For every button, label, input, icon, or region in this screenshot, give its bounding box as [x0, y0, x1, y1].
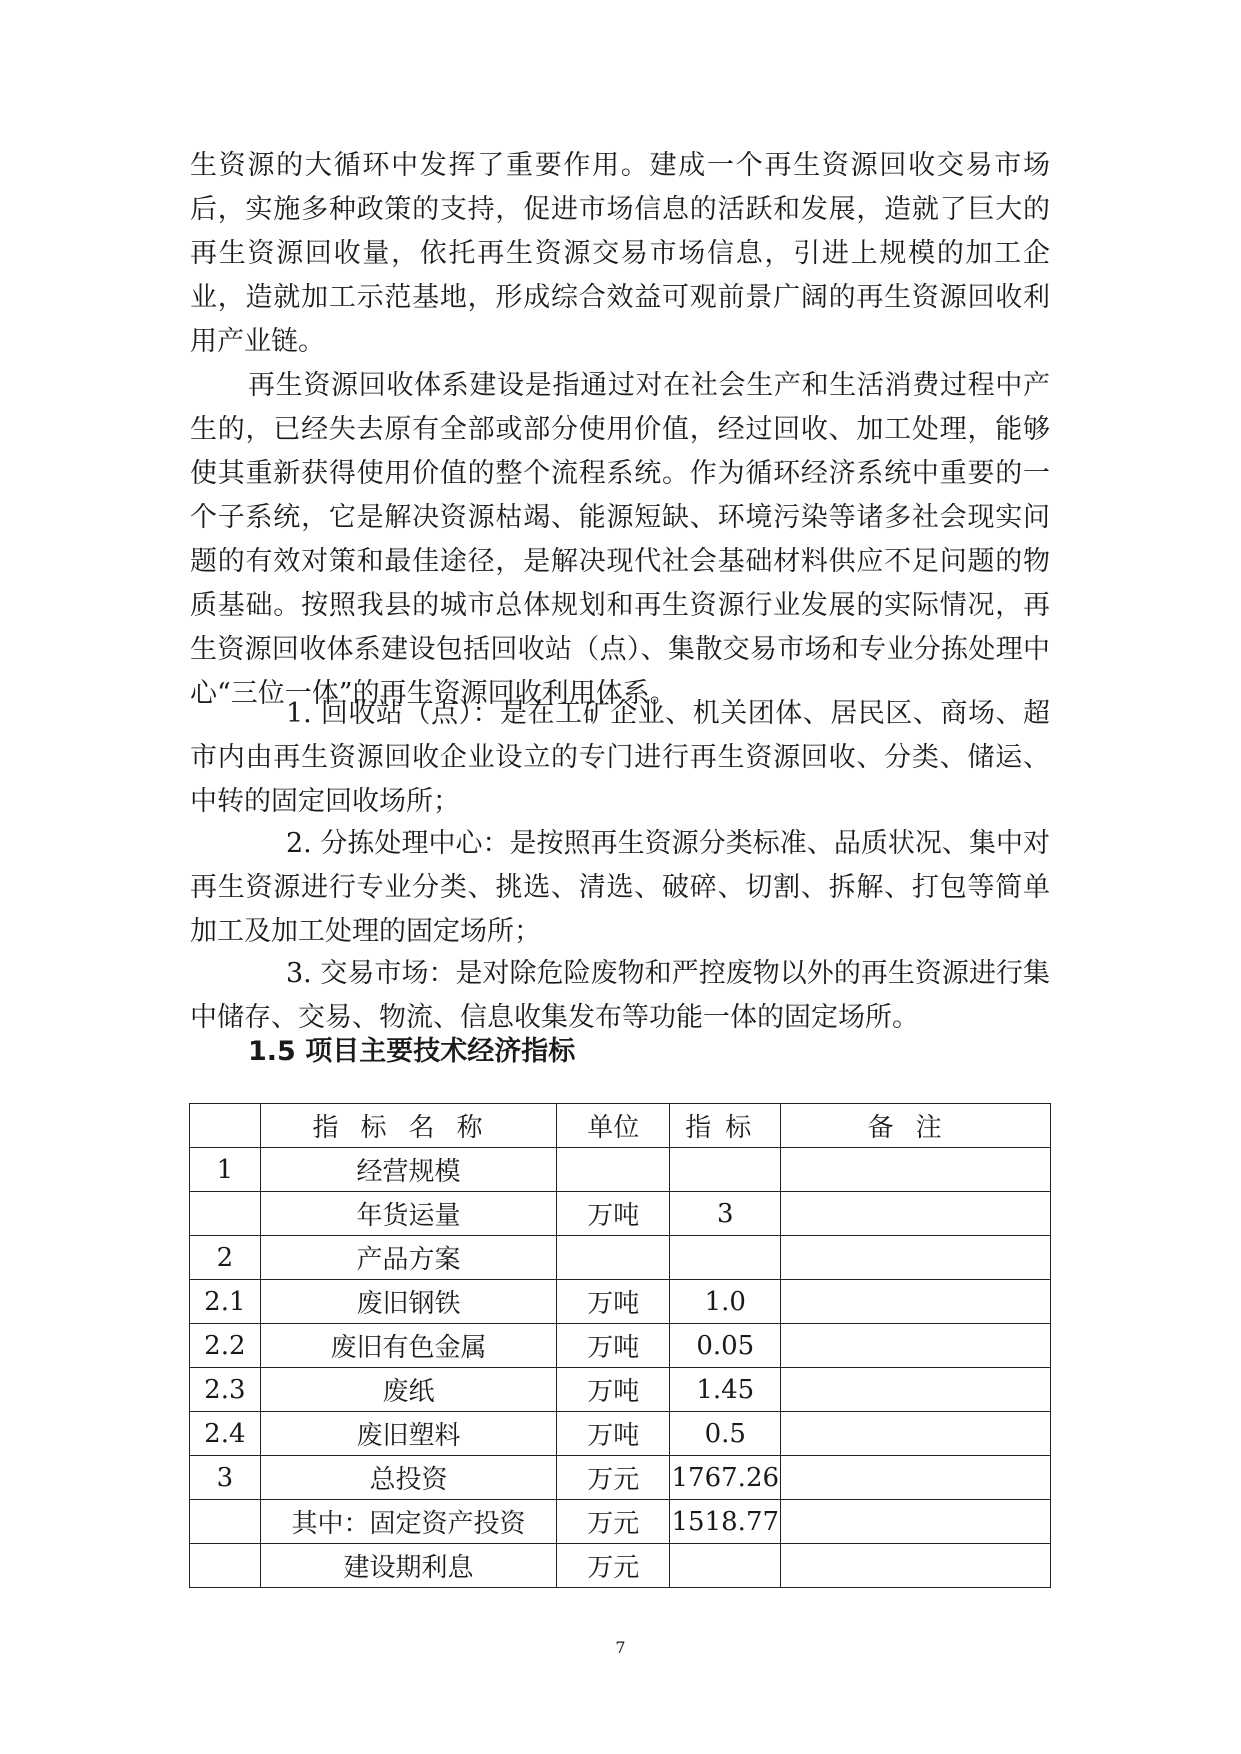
table-header-row [190, 1104, 1051, 1148]
cell-index: 3 [190, 1456, 261, 1500]
list-item-recycling-station: 1. 回收站（点）：是在工矿企业、机关团体、居民区、商场、超市内由再生资源回收企业设立的专门进行再生资源回收、分类、储运、中转的固定回收场所； [190, 698, 1050, 817]
cell-remark [781, 1192, 1051, 1236]
table-row [190, 1412, 1051, 1456]
cell-unit: 万元 [557, 1544, 670, 1588]
cell-value: 0.05 [670, 1324, 781, 1368]
header-cell-remark: 备注 [781, 1104, 1051, 1148]
indicator-table [189, 1103, 1051, 1588]
table-row [190, 1324, 1051, 1368]
cell-index: 2 [190, 1236, 261, 1280]
cell-name: 建设期利息 [260, 1544, 556, 1588]
cell-remark [781, 1544, 1051, 1588]
cell-unit: 万吨 [557, 1192, 670, 1236]
cell-name: 总投资 [260, 1456, 556, 1500]
cell-name: 年货运量 [260, 1192, 556, 1236]
cell-index: 1 [190, 1148, 261, 1192]
cell-index: 2.3 [190, 1368, 261, 1412]
table-row [190, 1192, 1051, 1236]
cell-value [670, 1544, 781, 1588]
table-row [190, 1500, 1051, 1544]
cell-index [190, 1192, 261, 1236]
cell-remark [781, 1456, 1051, 1500]
cell-unit: 万元 [557, 1500, 670, 1544]
table-row [190, 1368, 1051, 1412]
cell-name: 经营规模 [260, 1148, 556, 1192]
cell-value [670, 1148, 781, 1192]
cell-remark [781, 1236, 1051, 1280]
cell-value: 0.5 [670, 1412, 781, 1456]
cell-remark [781, 1412, 1051, 1456]
cell-value: 1518.77 [670, 1500, 781, 1544]
table-row [190, 1544, 1051, 1588]
list-item-trading-market: 3. 交易市场：是对除危险废物和严控废物以外的再生资源进行集中储存、交易、物流、信息收集发布等功能一体的固定场所。 [190, 958, 1050, 1033]
header-cell-value: 指标 [670, 1104, 781, 1148]
header-cell-name: 指标名称 [260, 1104, 556, 1148]
paragraph-1: 生资源的大循环中发挥了重要作用。建成一个再生资源回收交易市场后，实施多种政策的支持，促进市场信息的活跃和发展，造就了巨大的再生资源回收量，依托再生资源交易市场信息，引进上规模的加工企业，造就加工示范基地，形成综合效益可观前景广阔的再生资源回收利用产业链。 [190, 150, 1050, 357]
cell-remark [781, 1280, 1051, 1324]
cell-unit: 万吨 [557, 1412, 670, 1456]
cell-index: 2.1 [190, 1280, 261, 1324]
cell-value: 1767.26 [670, 1456, 781, 1500]
cell-name: 废纸 [260, 1368, 556, 1412]
cell-unit [557, 1236, 670, 1280]
cell-index: 2.2 [190, 1324, 261, 1368]
cell-unit: 万吨 [557, 1368, 670, 1412]
cell-value: 1.45 [670, 1368, 781, 1412]
cell-index [190, 1544, 261, 1588]
section-heading: 1.5 项目主要技术经济指标 [248, 1036, 576, 1067]
cell-remark [781, 1500, 1051, 1544]
table-row [190, 1148, 1051, 1192]
header-cell-unit: 单位 [557, 1104, 670, 1148]
cell-name: 废旧钢铁 [260, 1280, 556, 1324]
cell-value [670, 1236, 781, 1280]
cell-unit [557, 1148, 670, 1192]
table-row [190, 1280, 1051, 1324]
cell-index: 2.4 [190, 1412, 261, 1456]
paragraph-2: 再生资源回收体系建设是指通过对在社会生产和生活消费过程中产生的，已经失去原有全部或部分使用价值，经过回收、加工处理，能够使其重新获得使用价值的整个流程系统。作为循环经济系统中重要的一个子系统，它是解决资源枯竭、能源短缺、环境污染等诸多社会现实问题的有效对策和最佳途径，是解决现代社会基础材料供应不足问题的物质基础。按照我县的城市总体规划和再生资源行业发展的实际情况，再生资源回收体系建设包括回收站（点）、集散交易市场和专业分拣处理中心“三位一体”的再生资源回收利用体系。 [190, 370, 1050, 709]
cell-remark [781, 1148, 1051, 1192]
cell-unit: 万吨 [557, 1324, 670, 1368]
cell-name: 其中：固定资产投资 [260, 1500, 556, 1544]
cell-name: 废旧塑料 [260, 1412, 556, 1456]
cell-index [190, 1500, 261, 1544]
list-item-sorting-center: 2. 分拣处理中心：是按照再生资源分类标准、品质状况、集中对再生资源进行专业分类、挑选、清选、破碎、切割、拆解、打包等简单加工及加工处理的固定场所； [190, 828, 1050, 947]
cell-value: 3 [670, 1192, 781, 1236]
header-cell-index [190, 1104, 261, 1148]
cell-remark [781, 1324, 1051, 1368]
table-row [190, 1456, 1051, 1500]
table-row [190, 1236, 1051, 1280]
cell-unit: 万元 [557, 1456, 670, 1500]
cell-remark [781, 1368, 1051, 1412]
cell-name: 废旧有色金属 [260, 1324, 556, 1368]
page-number: 7 [615, 1638, 626, 1657]
cell-value: 1.0 [670, 1280, 781, 1324]
cell-unit: 万吨 [557, 1280, 670, 1324]
cell-name: 产品方案 [260, 1236, 556, 1280]
